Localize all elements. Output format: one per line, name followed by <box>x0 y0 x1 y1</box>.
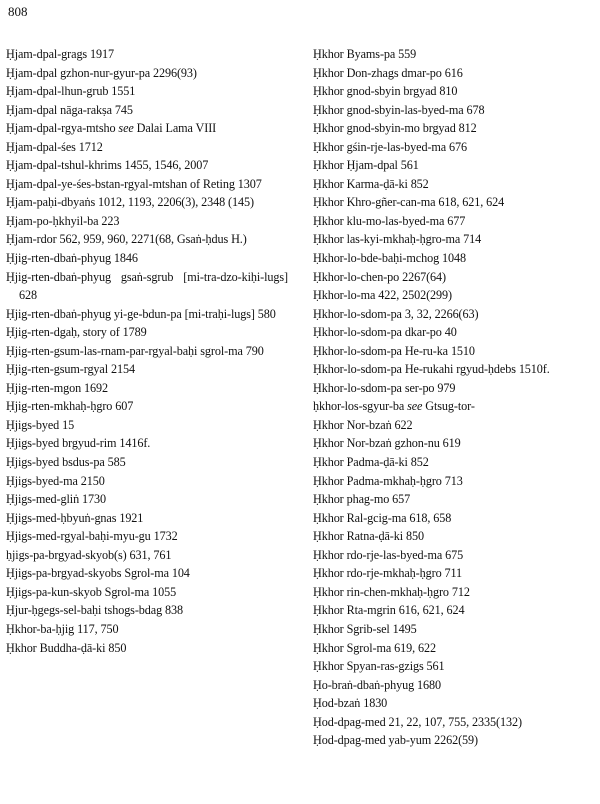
index-entry: Ḥkhor Nor-bzaṅ gzhon-nu 619 <box>313 436 461 451</box>
index-entry: Ḥjigs-byed bsdus-pa 585 <box>6 455 126 470</box>
index-entry: Ḥkhor-lo-bde-baḥi-mchog 1048 <box>313 251 466 266</box>
index-entry: Ḥkhor gnod-sbyin-las-byed-ma 678 <box>313 102 485 117</box>
index-entry: Ḥjam-rdor 562, 959, 960, 2271(68, Gsaṅ-ḥdus H.) <box>6 232 247 247</box>
index-entry: Ḥjigs-byed-ma 2150 <box>6 473 105 488</box>
index-column-left <box>6 45 288 657</box>
index-entry: Ḥjig-rten-gsum-rgyal 2154 <box>6 362 135 377</box>
index-entry: Ḥkhor-lo-sdom-pa 3, 32, 2266(63) <box>313 306 479 321</box>
index-entry: Ḥjigs-pa-kun-skyob Sgrol-ma 1055 <box>6 584 177 599</box>
index-entry: Ḥjigs-med-rgyal-baḥi-myu-gu 1732 <box>6 529 178 544</box>
index-entry: Ḥkhor las-kyi-mkhaḥ-ḥgro-ma 714 <box>313 232 482 247</box>
index-entry: Ḥjig-rten-dgaḥ, story of 1789 <box>6 325 147 340</box>
index-entry: Ḥkhor Ratna-ḍā-ki 850 <box>313 529 424 544</box>
index-entry: Ḥjam-dpal gzhon-nur-gyur-pa 2296(93) <box>6 65 197 80</box>
index-entry: Ḥjam-dpal-grags 1917 <box>6 47 114 61</box>
index-entry: Ḥjig-rten-dbaṅ-phyug 1846 <box>6 251 138 266</box>
index-entry: Ḥkhor gśin-rje-las-byed-ma 676 <box>313 139 468 154</box>
index-entry: Ḥkhor-lo-sdom-pa ser-po 979 <box>313 380 456 395</box>
index-entry: Ḥkhor Sgrib-sel 1495 <box>313 621 417 636</box>
index-entry: Ḥkhor Rta-mgrin 616, 621, 624 <box>313 603 465 618</box>
index-entry: Ḥkhor-lo-ma 422, 2502(299) <box>313 288 452 303</box>
index-entry: Ḥkhor phag-mo 657 <box>313 492 411 507</box>
index-entry: Ḥjam-dpal-ye-śes-bstan-rgyal-mtshan of Reting 1307 <box>6 176 262 191</box>
index-entry: Ḥkhor klu-mo-las-byed-ma 677 <box>313 213 466 228</box>
index-entry: Ḥkhor gnod-sbyin brgyad 810 <box>313 84 458 99</box>
index-entry: Ḥkhor rdo-rje-mkhaḥ-ḥgro 711 <box>313 566 463 581</box>
index-entry: ḥjigs-pa-brgyad-skyob(s) 631, 761 <box>6 547 172 562</box>
index-entry: Ḥjig-rten-dbaṅ-phyug gsaṅ-sgrub [mi-tra-dzo-kiḥi-lugs] 628 <box>6 269 288 303</box>
index-entry: Ḥkhor Karma-ḍā-ki 852 <box>313 176 429 191</box>
index-entry: Ḥjam-dpal-lhun-grub 1551 <box>6 84 136 99</box>
index-entry: Ḥkhor Ḥjam-dpal 561 <box>313 158 419 173</box>
page-number: 808 <box>8 4 28 19</box>
index-entry: Ḥkhor rdo-rje-las-byed-ma 675 <box>313 547 464 562</box>
index-entry: Ḥo-braṅ-dbaṅ-phyug 1680 <box>313 677 442 692</box>
index-entry: Ḥkhor Don-zhags dmar-po 616 <box>313 65 463 80</box>
index-entry: Ḥkhor Buddha-ḍā-ki 850 <box>6 640 127 655</box>
index-entry: Ḥjig-rten-gsum-las-rnam-par-rgyal-baḥi sgrol-ma 790 <box>6 343 264 358</box>
index-entry: Ḥjur-ḥgegs-sel-baḥi tshogs-bdag 838 <box>6 603 184 618</box>
index-entry: Ḥkhor Spyan-ras-gzigs 561 <box>313 659 445 674</box>
index-entry: Ḥjigs-med-ḥbyuṅ-gnas 1921 <box>6 510 144 525</box>
index-entry: Ḥjigs-byed 15 <box>6 417 75 432</box>
index-entry: Ḥkhor Byams-pa 559 <box>313 47 417 61</box>
index-entry: Ḥkhor rin-chen-mkhaḥ-ḥgro 712 <box>313 584 470 599</box>
index-entry: Ḥjam-dpal nāga-rakṣa 745 <box>6 102 133 117</box>
index-entry: Ḥkhor gnod-sbyin-mo brgyad 812 <box>313 121 477 136</box>
index-entry: Ḥjam-dpal-śes 1712 <box>6 139 103 154</box>
index-entry: Ḥjigs-pa-brgyad-skyobs Sgrol-ma 104 <box>6 566 190 581</box>
index-entry: Ḥkhor-lo-chen-po 2267(64) <box>313 269 446 284</box>
index-entry: Ḥjigs-byed brgyud-rim 1416f. <box>6 436 151 451</box>
index-entry: Ḥkhor-lo-sdom-pa dkar-po 40 <box>313 325 457 340</box>
index-entry: Ḥod-dpag-med 21, 22, 107, 755, 2335(132) <box>313 714 522 729</box>
index-entry: Ḥkhor Padma-mkhaḥ-ḥgro 713 <box>313 473 463 488</box>
index-entry: Ḥjig-rten-dbaṅ-phyug yi-ge-bdun-pa [mi-traḥi-lugs] 580 <box>6 306 276 321</box>
index-entry: Ḥkhor-lo-sdom-pa He-rukahi rgyud-ḥdebs 1510f. <box>313 362 550 377</box>
index-entry: Ḥjam-paḥi-dbyaṅs 1012, 1193, 2206(3), 2348 (145) <box>6 195 254 210</box>
index-entry: Ḥjam-dpal-tshul-khrims 1455, 1546, 2007 <box>6 158 209 173</box>
index-entry: Ḥkhor-ba-ḥjig 117, 750 <box>6 621 119 636</box>
index-entry: Ḥjigs-med-gliṅ 1730 <box>6 492 106 507</box>
index-entry: Ḥkhor Khro-gñer-can-ma 618, 621, 624 <box>313 195 505 210</box>
index-entry: Ḥkhor-lo-sdom-pa He-ru-ka 1510 <box>313 343 475 358</box>
see-reference: see <box>407 399 423 414</box>
index-entry: Ḥod-dpag-med yab-yum 2262(59) <box>313 733 478 748</box>
index-entry: Ḥod-bzaṅ 1830 <box>313 696 388 711</box>
index-entry: Ḥjam-po-ḥkhyil-ba 223 <box>6 213 120 228</box>
index-entry: Ḥkhor Sgrol-ma 619, 622 <box>313 640 436 655</box>
index-entry: Ḥjam-dpal-rgya-mtsho see Dalai Lama VIII <box>6 121 217 136</box>
index-entry: Ḥkhor Nor-bzaṅ 622 <box>313 417 413 432</box>
index-entry: Ḥkhor Padma-ḍā-ki 852 <box>313 455 429 470</box>
see-reference: see <box>118 121 134 136</box>
index-column-right <box>313 45 597 750</box>
index-entry: Ḥjig-rten-mgon 1692 <box>6 380 109 395</box>
index-entry: ḥkhor-los-sgyur-ba see Gtsug-tor- <box>313 399 475 414</box>
index-entry: Ḥjig-rten-mkhaḥ-ḥgro 607 <box>6 399 134 414</box>
index-entry: Ḥkhor Ral-gcig-ma 618, 658 <box>313 510 452 525</box>
